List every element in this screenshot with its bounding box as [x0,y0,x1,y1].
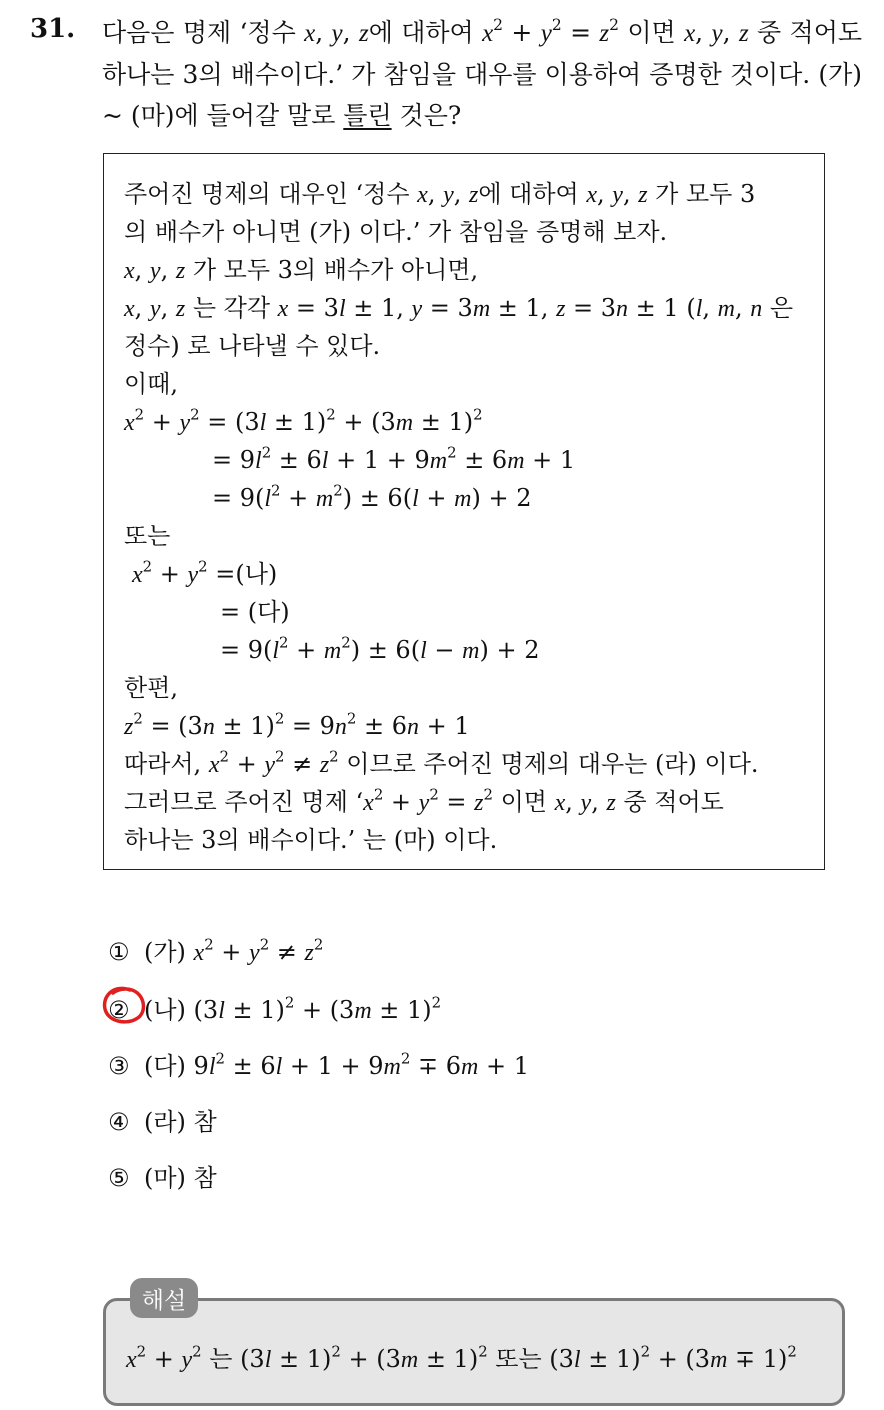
proof-line: 하나는 3의 배수이다.’ 는 (마) 이다. [124,826,498,854]
solution-tag: 해설 [130,1278,198,1318]
option-3[interactable] [108,1049,529,1080]
option-text: (나) $(3l \pm 1)^2 + (3m \pm 1)^2$ [144,993,442,1024]
option-text: (가) $x^2 + y^2 \ne z^2$ [144,935,324,966]
proof-line: $z^2 = (3n \pm 1)^2 = 9n^2 \pm 6n + 1$ [124,709,470,740]
question-text: 다음은 명제 ‘정수 x, y, z에 대하여 $x^2 + y^2 = z^2$ 이면 x, y, z 중 적어도 하나는 3의 배수이다.’ 가 참임을 대우를 이용하여 증명한 것이다. (가) ~ (마)에 들어갈 말로 틀린 것은? [102,16,863,130]
option-text: (다) $9l^2 \pm 6l + 1 + 9m^2 \mp 6m + 1$ [144,1049,529,1080]
proof-line: $x^2 + y^2 = (3l \pm 1)^2 + (3m \pm 1)^2$ [124,405,483,436]
proof-line: 따라서, $x^2 + y^2 \ne z^2$ 이므로 주어진 명제의 대우는 (라) 이다. [124,747,759,778]
proof-line: = (다) [220,598,290,626]
proof-line: x, y, z 가 모두 3의 배수가 아니면, [124,256,479,284]
proof-line: 주어진 명제의 대우인 ‘정수 x, y, z에 대하여 x, y, z 가 모두 3 [124,180,756,208]
option-number: ⑤ [108,1164,130,1192]
proof-line: 정수) 로 나타낼 수 있다. [124,332,381,360]
proof-line: = $9l^2 \pm 6l + 1 + 9m^2 \pm 6m + 1$ [212,443,576,474]
option-number: ④ [108,1108,130,1136]
proof-line: 의 배수가 아니면 (가) 이다.’ 가 참임을 증명해 보자. [124,218,668,246]
option-number: ① [108,938,130,966]
option-number: ③ [108,1052,130,1080]
proof-line: 한편, [124,674,178,702]
option-5[interactable] [108,1166,217,1190]
option-1[interactable] [108,935,324,966]
proof-line: 또는 [124,522,171,550]
proof-line: = $9(l^2 + m^2) \pm 6(l - m) + 2$ [220,633,540,664]
proof-line: 그러므로 주어진 명제 ‘$x^2 + y^2 = z^2$ 이면 x, y, z 중 적어도 [124,785,724,816]
proof-box [103,153,825,870]
option-2[interactable] [108,993,442,1024]
option-text: (라) 참 [144,1108,217,1136]
proof-line: 이때, [124,370,178,398]
red-circle-mark-icon [100,984,148,1028]
proof-line: = $9(l^2 + m^2) \pm 6(l + m) + 2$ [212,481,532,512]
solution-box [103,1298,845,1406]
question-number: 31. [30,14,76,44]
proof-line: $x^2 + y^2$ =(나) [132,557,278,588]
option-text: (마) 참 [144,1164,217,1192]
option-4[interactable] [108,1110,217,1134]
option-number: ② [108,996,130,1024]
proof-line: x, y, z 는 각각 x = 3l ± 1, y = 3m ± 1, z = 3n ± 1 (l, m, n 은 [124,294,794,322]
solution-text: $x^2 + y^2$ 는 $(3l \pm 1)^2 + (3m \pm 1)^2$ 또는 $(3l \pm 1)^2 + (3m \mp 1)^2$ [126,1342,797,1373]
